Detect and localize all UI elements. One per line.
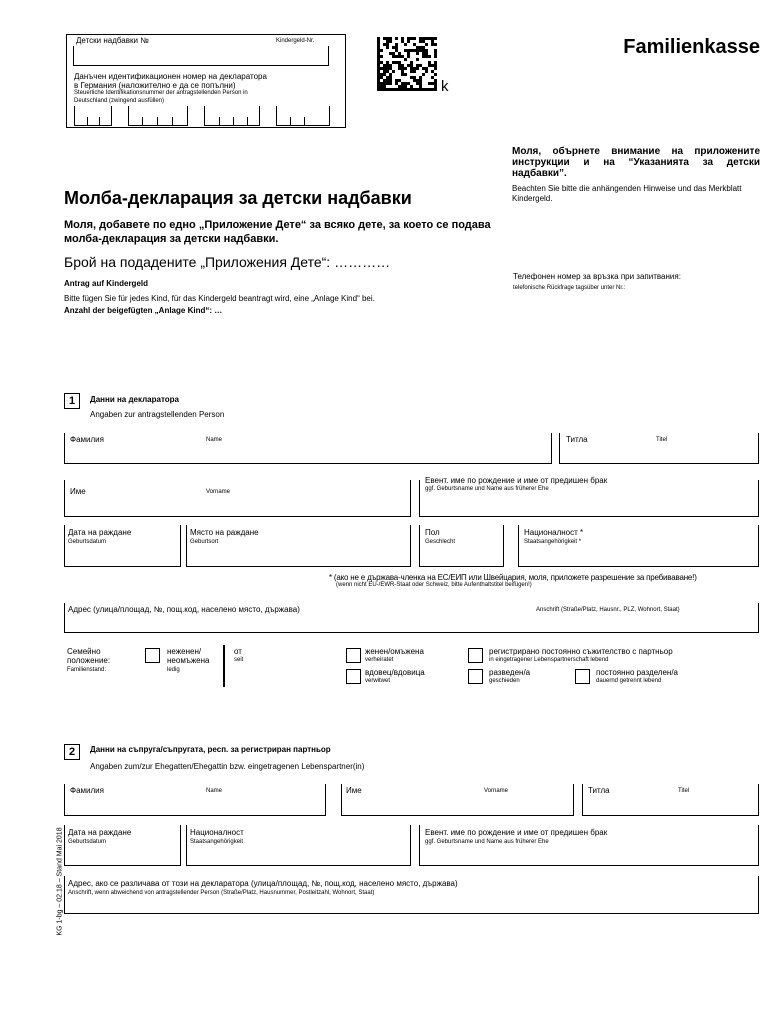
agency-title: Familienkasse — [623, 36, 760, 58]
partnership-checkbox[interactable] — [468, 648, 483, 663]
form-version-label: KG 1-bg – 02.18 – Stand Mai 2018 — [56, 827, 64, 936]
tax-id-field-group-3[interactable] — [204, 106, 260, 126]
tax-id-label: Данъчен идентификационен номер на декларатора — [74, 72, 267, 81]
tax-id-field-group-4[interactable] — [276, 106, 330, 126]
firstname-label: Име — [70, 487, 86, 496]
notice-text: Моля, обърнете внимание на приложените инструкции и на “Указанията за детски надбавки”. — [512, 146, 760, 179]
single-label-2: неомъжена — [167, 656, 210, 665]
widowed-checkbox[interactable] — [346, 669, 361, 684]
footnote-de: (wenn nicht EU-/EWR-Staat oder Schweiz, bitte Aufenthaltstitel beifügen!) — [336, 582, 532, 588]
spouse-surname-label-de: Name — [206, 788, 223, 794]
single-label-de: ledig — [167, 667, 180, 673]
address-label: Адрес (улица/площад, №, пощ.код, населено място, държава) — [68, 605, 300, 614]
marital-status-label-2: положение: — [67, 656, 111, 665]
kindergeld-number-label: Детски надбавки № — [76, 36, 149, 45]
pob-label-de: Geburtsort — [190, 539, 219, 545]
spouse-surname-label: Фамилия — [70, 786, 104, 795]
separated-label-de: dauernd getrennt lebend — [596, 678, 662, 684]
widowed-label: вдовец/вдовица — [365, 668, 425, 677]
attachment-count[interactable]: Брой на подадените „Приложения Дете“: ………… — [64, 254, 391, 270]
widowed-label-de: verwitwet — [365, 678, 391, 684]
spouse-dob-label-de: Geburtsdatum — [68, 839, 107, 845]
attachment-count-de: Anzahl der beigefügten „Anlage Kind“: … — [64, 306, 223, 315]
spouse-firstname-field[interactable] — [341, 784, 574, 816]
divorced-label-de: geschieden — [489, 678, 520, 684]
surname-field[interactable] — [64, 433, 552, 464]
firstname-field[interactable] — [64, 480, 411, 517]
birthname-label-de: ggf. Geburtsname und Name aus früherer Ehe — [425, 486, 549, 492]
section-1-title: Данни на декларатора — [90, 395, 179, 404]
title-label: Титла — [566, 435, 588, 444]
phone-field[interactable] — [512, 282, 760, 296]
married-label-de: verheiratet — [365, 657, 394, 663]
datamatrix-barcode-icon — [377, 36, 437, 92]
tax-id-label-de: Steuerliche Identifikationsnummer der antragstellenden Person in — [74, 90, 248, 96]
page-title: Молба-декларация за детски надбавки — [64, 188, 412, 208]
phone-label-de: telefonische Rückfrage tagsüber unter Nr.: — [513, 285, 626, 291]
single-label: неженен/ — [167, 647, 202, 656]
birthname-label: Евент. име по рождение и име от предишен брак — [425, 476, 608, 485]
partnership-label-de: in eingetragener Lebenspartnerschaft lebend — [489, 657, 609, 663]
since-divider — [223, 645, 225, 687]
dob-label: Дата на раждане — [68, 528, 132, 537]
barcode-suffix: k — [441, 78, 449, 95]
since-label-de: seit — [234, 657, 244, 663]
spouse-birthname-label: Евент. име по рождение и име от предишен брак — [425, 828, 608, 837]
notice-text-de: Beachten Sie bitte die anhängenden Hinweise und das Merkblatt Kindergeld. — [512, 184, 742, 203]
spouse-birthname-label-de: ggf. Geburtsname und Name aus früherer Ehe — [425, 839, 549, 845]
marital-status-label-de: Familienstand: — [67, 667, 107, 673]
single-checkbox[interactable] — [145, 648, 160, 663]
tax-id-label-de-2: Deutschland (zwingend ausfüllen) — [74, 98, 165, 104]
married-checkbox[interactable] — [346, 648, 361, 663]
spouse-title-label: Титла — [588, 786, 610, 795]
married-label: женен/омъжена — [365, 647, 424, 656]
section-2-number: 2 — [64, 744, 80, 760]
spouse-firstname-label: Име — [346, 786, 362, 795]
partnership-label: регистрирано постоянно съжителство с партньор — [489, 647, 673, 656]
sex-label: Пол — [425, 528, 440, 537]
separated-checkbox[interactable] — [575, 669, 590, 684]
nationality-label-de: Staatsangehörigkeit * — [524, 539, 582, 545]
kindergeld-number-label-de: Kindergeld-Nr. — [276, 38, 315, 44]
tax-id-field-group-1[interactable] — [74, 106, 112, 126]
title-label-de: Titel — [656, 437, 668, 443]
tax-id-label-2: в Германия (наложително е да се попълни) — [74, 81, 236, 90]
instruction-de: Bitte fügen Sie für jedes Kind, für das Kindergeld beantragt wird, eine „Anlage Kind“ bei. — [64, 294, 375, 303]
instruction-bg: Моля, добавете по едно „Приложение Дете“ за всяко дете, за което се подава молба-декларация за детски надбавки. — [64, 219, 491, 245]
spouse-firstname-label-de: Vorname — [484, 788, 509, 794]
section-1-number: 1 — [64, 393, 80, 409]
spouse-nationality-label-de: Staatsangehörigkeit — [190, 839, 244, 845]
section-2-title-de: Angaben zum/zur Ehegatten/Ehegattin bzw. eingetragenen Lebenspartner(in) — [90, 762, 365, 771]
dob-label-de: Geburtsdatum — [68, 539, 107, 545]
firstname-label-de: Vorname — [206, 489, 231, 495]
spouse-title-label-de: Titel — [678, 788, 690, 794]
marital-status-label: Семейно — [67, 647, 101, 656]
section-1-title-de: Angaben zur antragstellenden Person — [90, 410, 225, 419]
spouse-dob-label: Дата на раждане — [68, 828, 132, 837]
kindergeld-number-field[interactable] — [73, 46, 329, 66]
tax-id-field-group-2[interactable] — [128, 106, 188, 126]
surname-label-de: Name — [206, 437, 223, 443]
since-label: от — [234, 647, 242, 656]
divorced-checkbox[interactable] — [468, 669, 483, 684]
address-label-de: Anschrift (Straße/Platz, Hausnr., PLZ, Wohnort, Staat) — [536, 607, 680, 613]
divorced-label: разведен/а — [489, 668, 531, 677]
since-date-field[interactable] — [232, 645, 332, 685]
surname-label: Фамилия — [70, 435, 104, 444]
separated-label: постоянно разделен/а — [596, 668, 679, 677]
spouse-address-label: Адрес, ако се различава от този на декларатора (улица/площад, №, пощ.код, населено място, държава) — [68, 879, 458, 888]
sex-label-de: Geschlecht — [425, 539, 456, 545]
nationality-label: Националност * — [524, 528, 584, 537]
section-2-title: Данни на съпруга/съпругата, респ. за регистриран партньор — [90, 745, 331, 754]
footnote: * (ако не е държава-членка на ЕС/ЕИП или Швейцария, моля, приложете разрешение за пребиваване!) — [329, 573, 697, 582]
spouse-address-label-de: Anschrift, wenn abweichend von antragstellender Person (Straße/Platz, Hausnummer, Postleitzahl, Wohnort, Staat) — [68, 890, 375, 896]
phone-label: Телефонен номер за връзка при запитвания: — [513, 272, 681, 281]
pob-label: Място на раждане — [190, 528, 259, 537]
subtitle-de: Antrag auf Kindergeld — [64, 279, 149, 288]
spouse-nationality-label: Националност — [190, 828, 244, 837]
